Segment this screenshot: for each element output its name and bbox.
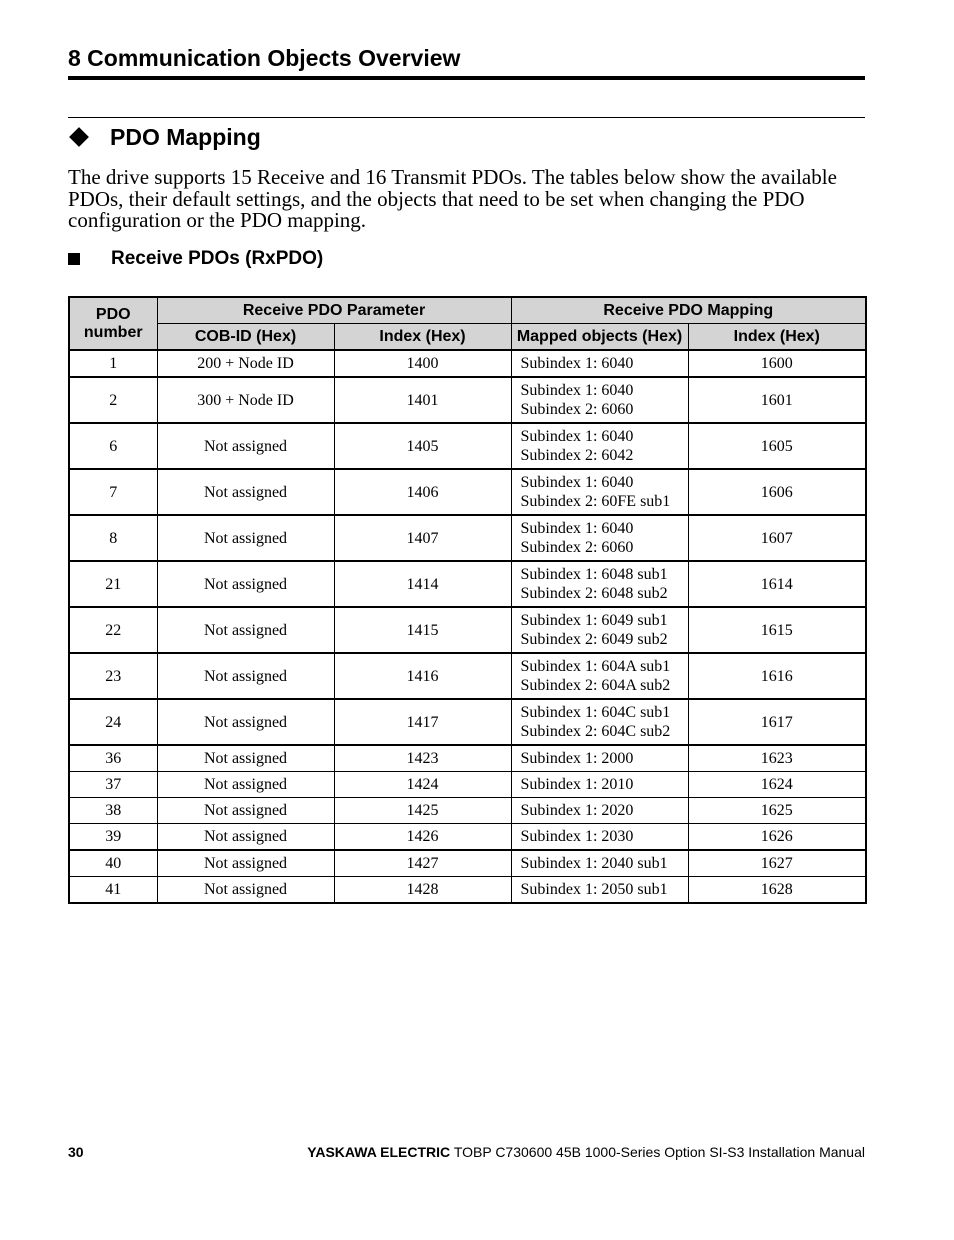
cell-cob-id: Not assigned [157,607,334,653]
table-body [69,350,866,903]
chapter-title: 8 Communication Objects Overview [68,45,461,71]
mapped-object-line: Subindex 1: 6040 [520,428,634,445]
cell-pdo-number: 37 [69,772,157,798]
header-parameter-group: Receive PDO Parameter [157,297,511,324]
cell-mapped-objects [511,515,688,561]
cell-mapped-objects [511,850,688,877]
cell-pdo-number: 23 [69,653,157,699]
page-number: 30 [68,1144,84,1160]
cell-pdo-number: 24 [69,699,157,745]
cell-pdo-number: 1 [69,350,157,377]
subsection-title: Receive PDOs (RxPDO) [111,248,324,269]
cell-param-index: 1401 [334,377,511,423]
mapped-object-line: Subindex 2: 6042 [520,447,634,464]
mapped-object-line: Subindex 1: 6040 [520,382,634,399]
cell-map-index: 1628 [688,877,866,904]
mapped-object-line: Subindex 2: 6060 [520,539,634,556]
cell-mapped-objects [511,824,688,851]
cell-cob-id: Not assigned [157,772,334,798]
cell-mapped-objects [511,653,688,699]
mapped-object-line: Subindex 1: 2040 sub1 [520,855,668,872]
table-row [69,423,866,469]
cell-cob-id: Not assigned [157,745,334,772]
header-param-index: Index (Hex) [334,324,511,351]
footer-document-info [307,1144,865,1160]
cell-param-index: 1406 [334,469,511,515]
mapped-object-line: Subindex 1: 6049 sub1 [520,612,668,629]
cell-cob-id: Not assigned [157,850,334,877]
table-row [69,607,866,653]
cell-param-index: 1415 [334,607,511,653]
cell-param-index: 1407 [334,515,511,561]
cell-mapped-objects [511,877,688,904]
cell-pdo-number: 7 [69,469,157,515]
cell-pdo-number: 41 [69,877,157,904]
cell-cob-id: Not assigned [157,798,334,824]
cell-mapped-objects [511,423,688,469]
cell-cob-id: Not assigned [157,469,334,515]
cell-cob-id: 200 + Node ID [157,350,334,377]
cell-cob-id: Not assigned [157,561,334,607]
cell-param-index: 1414 [334,561,511,607]
table-row [69,469,866,515]
cell-pdo-number: 36 [69,745,157,772]
mapped-object-line: Subindex 1: 2000 [520,750,634,767]
cell-map-index: 1614 [688,561,866,607]
cell-map-index: 1624 [688,772,866,798]
mapped-object-line: Subindex 1: 6040 [520,474,634,491]
cell-mapped-objects [511,607,688,653]
table-row [69,515,866,561]
table-row [69,824,866,851]
cell-param-index: 1426 [334,824,511,851]
cell-param-index: 1417 [334,699,511,745]
cell-cob-id: Not assigned [157,423,334,469]
cell-cob-id: 300 + Node ID [157,377,334,423]
cell-map-index: 1615 [688,607,866,653]
footer-brand: YASKAWA ELECTRIC [307,1144,451,1160]
cell-map-index: 1606 [688,469,866,515]
footer-document-title: TOBP C730600 45B 1000-Series Option SI-S3 Installation Manual [453,1144,865,1160]
cell-cob-id: Not assigned [157,824,334,851]
page-footer [68,1143,865,1161]
cell-cob-id: Not assigned [157,515,334,561]
mapped-object-line: Subindex 1: 604A sub1 [520,658,671,675]
cell-param-index: 1400 [334,350,511,377]
mapped-object-line: Subindex 1: 6040 [520,520,634,537]
cell-mapped-objects [511,377,688,423]
cell-param-index: 1405 [334,423,511,469]
cell-mapped-objects [511,772,688,798]
cell-mapped-objects [511,699,688,745]
mapped-object-line: Subindex 2: 60FE sub1 [520,493,671,510]
cell-map-index: 1607 [688,515,866,561]
cell-param-index: 1423 [334,745,511,772]
section-rule [68,117,865,118]
section-title: PDO Mapping [110,123,261,150]
mapped-object-line: Subindex 1: 6040 [520,355,634,372]
cell-mapped-objects [511,745,688,772]
cell-pdo-number: 38 [69,798,157,824]
table-row [69,377,866,423]
cell-pdo-number: 8 [69,515,157,561]
cell-pdo-number: 39 [69,824,157,851]
table-row [69,772,866,798]
cell-param-index: 1416 [334,653,511,699]
cell-map-index: 1626 [688,824,866,851]
cell-pdo-number: 40 [69,850,157,877]
mapped-object-line: Subindex 1: 2050 sub1 [520,881,668,898]
table-row [69,699,866,745]
mapped-object-line: Subindex 1: 6048 sub1 [520,566,668,583]
cell-pdo-number: 2 [69,377,157,423]
cell-map-index: 1601 [688,377,866,423]
cell-map-index: 1605 [688,423,866,469]
header-mapped-objects: Mapped objects (Hex) [511,324,688,351]
table-row [69,850,866,877]
cell-map-index: 1627 [688,850,866,877]
cell-mapped-objects [511,469,688,515]
cell-param-index: 1425 [334,798,511,824]
mapped-object-line: Subindex 2: 6048 sub2 [520,585,668,602]
chapter-rule [68,76,865,80]
table-row [69,798,866,824]
cell-pdo-number: 6 [69,423,157,469]
cell-param-index: 1428 [334,877,511,904]
diamond-icon [69,127,89,147]
table-row [69,877,866,904]
table-row [69,745,866,772]
cell-mapped-objects [511,561,688,607]
header-map-index: Index (Hex) [688,324,866,351]
cell-map-index: 1616 [688,653,866,699]
cell-mapped-objects [511,798,688,824]
cell-map-index: 1600 [688,350,866,377]
table-row [69,653,866,699]
table-row [69,350,866,377]
cell-map-index: 1623 [688,745,866,772]
mapped-object-line: Subindex 1: 2020 [520,802,634,819]
mapped-object-line: Subindex 1: 2010 [520,776,634,793]
mapped-object-line: Subindex 2: 604C sub2 [520,723,671,740]
cell-param-index: 1427 [334,850,511,877]
table-header [69,297,866,350]
cell-pdo-number: 21 [69,561,157,607]
mapped-object-line: Subindex 1: 604C sub1 [520,704,671,721]
cell-pdo-number: 22 [69,607,157,653]
cell-cob-id: Not assigned [157,699,334,745]
cell-map-index: 1617 [688,699,866,745]
rxpdo-table [68,296,867,904]
square-icon [68,253,80,265]
mapped-object-line: Subindex 1: 2030 [520,828,634,845]
table-row [69,561,866,607]
mapped-object-line: Subindex 2: 604A sub2 [520,677,671,694]
intro-paragraph: The drive supports 15 Receive and 16 Transmit PDOs. The tables below show the available PDOs, their default settings, and the objects that need to be set when changing the PDO configuration or the PDO mapping. [68,165,837,232]
header-pdo-number: PDO number [69,297,157,350]
section-heading [68,121,261,153]
cell-cob-id: Not assigned [157,877,334,904]
cell-map-index: 1625 [688,798,866,824]
cell-mapped-objects [511,350,688,377]
cell-param-index: 1424 [334,772,511,798]
cell-cob-id: Not assigned [157,653,334,699]
mapped-object-line: Subindex 2: 6060 [520,401,634,418]
subsection-heading [68,245,323,273]
header-cob-id: COB-ID (Hex) [157,324,334,351]
header-mapping-group: Receive PDO Mapping [511,297,866,324]
mapped-object-line: Subindex 2: 6049 sub2 [520,631,668,648]
